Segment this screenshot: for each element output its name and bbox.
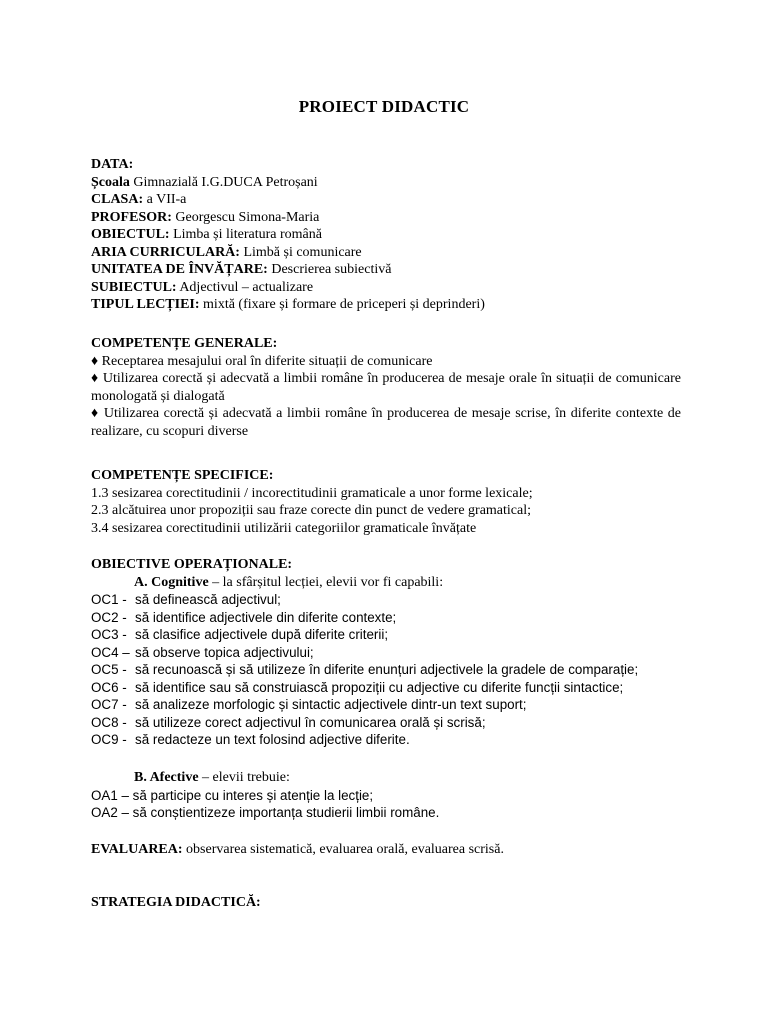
competente-specifice: [91, 467, 681, 537]
obiective-operationale: [91, 556, 731, 749]
oc-item: OC3 - să clasifice adjectivele după diferite criterii;: [91, 627, 389, 642]
list-item: 3.4 sesizarea corectitudinii utilizării categoriilor gramaticale învățate: [91, 520, 477, 536]
section-heading: COMPETENȚE SPECIFICE:: [91, 468, 274, 483]
field-unitatea-de-invatare: UNITATEA DE ÎNVĂȚARE: Descrierea subiectivă: [91, 262, 392, 277]
evaluarea-line: EVALUAREA: observarea sistematică, evaluarea orală, evaluarea scrisă.: [91, 842, 504, 857]
oc-item: OC8 - să utilizeze corect adjectivul în comunicarea orală și scrisă;: [91, 714, 486, 730]
field-scoala: Școala Gimnazială I.G.DUCA Petroșani: [91, 174, 318, 190]
field-data: DATA:: [91, 157, 134, 172]
oc-item: OC6 - să identifice sau să construiască propoziții cu adjective cu diferite funcții sintactice;: [91, 679, 624, 695]
oa-item: OA2 – să conștientizeze importanța studierii limbii române.: [91, 805, 440, 820]
afective-block: [91, 769, 731, 822]
field-aria-curriculara: ARIA CURRICULARĂ: Limbă și comunicare: [91, 244, 362, 260]
oc-item: OC2 - să identifice adjectivele din diferite contexte;: [91, 609, 397, 625]
list-item: 2.3 alcătuirea unor propoziții sau fraze corecte din punct de vedere gramatical;: [91, 503, 532, 518]
oc-item: OC9 - să redacteze un text folosind adjective diferite.: [91, 732, 410, 747]
oc-item: OC7 - să analizeze morfologic și sintactic adjectivele dintr-un text suport;: [91, 697, 527, 712]
section-heading: OBIECTIVE OPERAȚIONALE:: [91, 557, 293, 572]
oc-item: OC1 - să definească adjectivul;: [91, 592, 281, 607]
field-tipul-lectiei: TIPUL LECȚIEI: mixtă (fixare și formare de priceperi și deprinderi): [91, 297, 485, 312]
competente-generale: [91, 335, 681, 440]
oc-item: OC5 - să recunoască și să utilizeze în diferite enunțuri adjectivele la gradele de comparație;: [91, 662, 639, 677]
strategia-heading: STRATEGIA DIDACTICĂ:: [91, 895, 261, 910]
list-item: ♦ Receptarea mesajului oral în diferite situații de comunicare: [91, 353, 433, 369]
cognitive-subheading: A. Cognitive – la sfârșitul lecției, elevii vor fi capabili:: [134, 574, 444, 590]
field-obiectul: OBIECTUL: Limba și literatura română: [91, 227, 322, 242]
field-subiectul: SUBIECTUL: Adjectivul – actualizare: [91, 279, 314, 295]
list-item: ♦ Utilizarea corectă și adecvată a limbii române în producerea de mesaje orale în situații de comunicare monologată și dialogată: [91, 371, 681, 404]
oa-item: OA1 – să participe cu interes și atenție la lecție;: [91, 787, 374, 803]
section-heading: COMPETENȚE GENERALE:: [91, 336, 278, 351]
document-title: PROIECT DIDACTIC: [298, 97, 470, 116]
list-item: 1.3 sesizarea corectitudinii / incorectitudinii gramaticale a unor forme lexicale;: [91, 485, 533, 501]
afective-subheading: B. Afective – elevii trebuie:: [134, 770, 290, 785]
field-profesor: PROFESOR: Georgescu Simona-Maria: [91, 209, 320, 225]
field-clasa: CLASA: a VII-a: [91, 192, 187, 207]
oc-item: OC4 – să observe topica adjectivului;: [91, 644, 314, 660]
list-item: ♦ Utilizarea corectă și adecvată a limbii române în producerea de mesaje scrise, în diferite contexte de realizare, cu scopuri diverse: [91, 406, 681, 439]
header-fields: [91, 156, 681, 314]
